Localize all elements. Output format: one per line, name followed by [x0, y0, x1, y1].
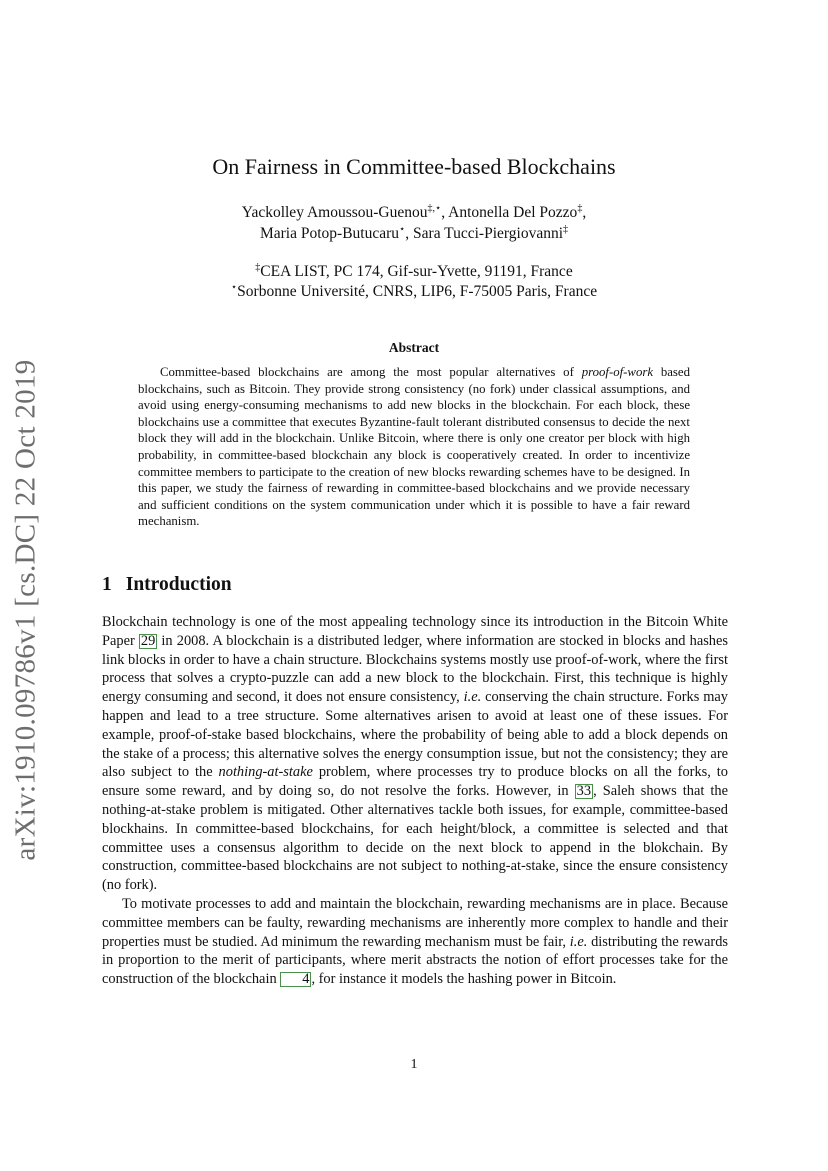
author-name: Maria Potop-Butucaru [259, 225, 400, 242]
text-run: in 2008. A blockchain is a distributed ledger, where information are stocked in blocks and hashes link blocks in order to have a chain structure. Blockchains systems mostly use proof-of-work, where the first process that solves a crypto-puzzle can add a new block to the blockchain. First, this technique is highly energy consuming and second, it does not ensure consistency, [102, 632, 728, 706]
text-run: , Saleh shows that the nothing-at-stake problem is mitigated. Other alternatives tackle both issues, for example, committee-based blockhains. In committee-based blockchains, for each height/block, a committee is selected and that committee uses a consensus algorithm to decide on the next block to append in the blokchain. By construction, committee-based blockchains are not subject to nothing-at-stake, since the ensure consistency (no fork). [102, 783, 729, 894]
emphasis: i.e. [569, 933, 588, 950]
paragraph [102, 613, 728, 895]
abstract-emphasis: proof-of-work [581, 365, 654, 379]
text-run: , for instance it models the hashing power in Bitcoin. [311, 971, 617, 988]
affiliation-text: Sorbonne Université, CNRS, LIP6, F-75005 Paris, France [237, 283, 598, 300]
text-run: To motivate processes to add and maintain the blockchain, rewarding mechanisms are in place. Because committee members can be faulty, rewarding mechanisms are inherently more complex to handle and their properties must be studied. Ad minimum the rewarding mechanism must be fair, [102, 895, 728, 950]
affiliation-mark: ‡,⋆ [427, 202, 442, 214]
paragraph [102, 895, 728, 989]
author-name: Yackolley Amoussou-Guenou [241, 204, 428, 221]
abstract-heading: Abstract [388, 340, 440, 355]
affiliation-mark: ⋆ [230, 281, 238, 293]
emphasis: i.e. [463, 689, 482, 706]
citation-link[interactable]: 29 [140, 632, 156, 649]
author-separator: , [582, 204, 587, 221]
affiliation-sorbonne [0, 282, 828, 302]
affiliation-mark: ‡ [563, 223, 569, 235]
page-number: 1 [410, 1057, 418, 1072]
abstract-text: Committee-based blockchains are among the most popular alternatives of [160, 365, 582, 379]
abstract-text: based blockchains, such as Bitcoin. They provide strong consistency (no fork) under classical assumptions, and avoid using energy-consuming mechanisms to add new blocks in the blockchain. For each block, these blockchains use a committee that executes Byzantine-fault tolerant distributed consensus to decide the next block they will add in the blockchain. Unlike Bitcoin, where there is only one creator per block with high probability, in committee-based blockchain any block is cooperatively created. In order to incentivize committee members to participate to the creation of new blocks rewarding schemes have to be designed. In this paper, we study the fairness of rewarding in committee-based blockchains and we provide necessary and sufficient conditions on the system communication under which it is possible to have a fair reward mechanism. [138, 365, 690, 529]
author-list [0, 202, 828, 244]
text-run: problem, where processes try to produce blocks on all the forks, to ensure some reward, and by doing so, do not resolve the forks. However, in [102, 764, 728, 800]
paper-title: On Fairness in Committee-based Blockchains [212, 154, 616, 179]
section-heading [102, 574, 232, 596]
affiliation-text: CEA LIST, PC 174, Gif-sur-Yvette, 91191, France [260, 263, 573, 280]
abstract-body [138, 364, 690, 530]
arxiv-identifier: arXiv:1910.09786v1 [cs.DC] 22 Oct 2019 [9, 359, 42, 861]
author-name: , Sara Tucci-Piergiovanni [405, 225, 564, 242]
section-number: 1 [102, 574, 112, 595]
section-title: Introduction [125, 574, 232, 595]
arxiv-sidebar [6, 360, 46, 860]
citation-link[interactable]: 4 [280, 972, 311, 987]
affiliation-mark: ‡ [255, 261, 261, 273]
emphasis: nothing-at-stake [218, 764, 313, 781]
affiliation-mark: ⋆ [399, 223, 406, 235]
text-run: Blockchain technology is one of the most appealing technology since its introduction in the Bitcoin White Paper [102, 614, 728, 649]
text-run: distributing the rewards in proportion to the merit of participants, where merit abstracts the notion of effort processes take for the construction of the blockchain [102, 933, 729, 988]
author-line-1 [0, 202, 828, 223]
affiliation-cea [0, 262, 828, 282]
introduction-body [102, 613, 728, 989]
author-line-2 [0, 223, 828, 244]
citation-link[interactable]: 33 [576, 783, 592, 800]
author-name: , Antonella Del Pozzo [441, 204, 578, 221]
affiliation-mark: ‡ [577, 202, 583, 214]
text-run: conserving the chain structure. Forks may happen and lead to a tree structure. Some alternatives arisen to avoid at least one of these issues. For example, proof-of-stake based blockchains, where the probability of being able to add a block depends on the stake of a process; this alternative solves the energy consumption issue, but not the consistency; they are also subject to the [102, 689, 728, 781]
affiliations [0, 262, 828, 302]
